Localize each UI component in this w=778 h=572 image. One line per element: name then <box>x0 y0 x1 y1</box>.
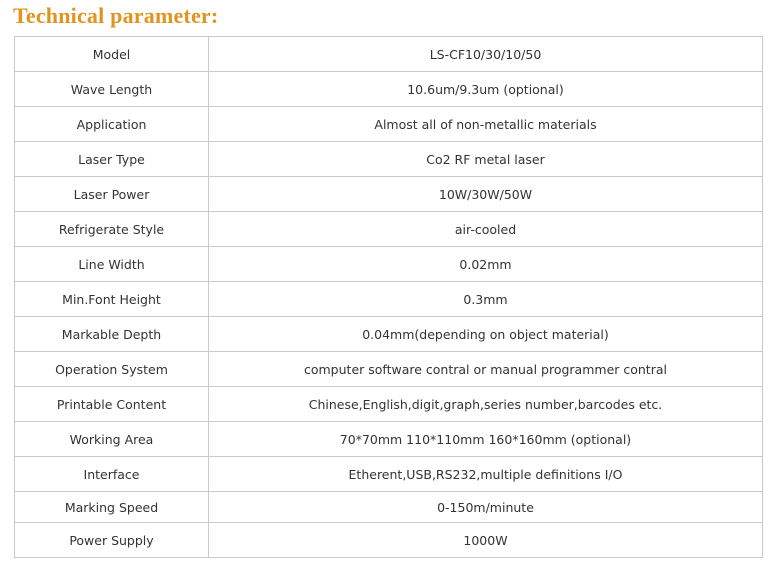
section-heading: Technical parameter: <box>13 3 219 28</box>
table-row-laser-type <box>15 142 763 177</box>
table-row-application <box>15 107 763 142</box>
row-label: Line Width <box>15 247 209 282</box>
row-label: Model <box>15 37 209 72</box>
row-value: 0-150m/minute <box>209 492 763 523</box>
row-value: air-cooled <box>209 212 763 247</box>
table-row-line-width <box>15 247 763 282</box>
table-row-model <box>15 37 763 72</box>
table-row-wave-length <box>15 72 763 107</box>
row-label: Markable Depth <box>15 317 209 352</box>
table-row-refrigerate-style <box>15 212 763 247</box>
row-value: 10.6um/9.3um (optional) <box>209 72 763 107</box>
table-row-marking-speed <box>15 492 763 523</box>
row-label: Working Area <box>15 422 209 457</box>
row-value: 0.3mm <box>209 282 763 317</box>
row-label: Wave Length <box>15 72 209 107</box>
row-value: Almost all of non-metallic materials <box>209 107 763 142</box>
table-row-power-supply <box>15 523 763 558</box>
row-label: Power Supply <box>15 523 209 558</box>
row-value: 0.02mm <box>209 247 763 282</box>
row-label: Operation System <box>15 352 209 387</box>
table-row-markable-depth <box>15 317 763 352</box>
table-row-working-area <box>15 422 763 457</box>
row-value: 10W/30W/50W <box>209 177 763 212</box>
row-value: 1000W <box>209 523 763 558</box>
row-value: 0.04mm(depending on object material) <box>209 317 763 352</box>
row-label: Refrigerate Style <box>15 212 209 247</box>
table-row-printable-content <box>15 387 763 422</box>
row-value: Etherent,USB,RS232,multiple definitions I/O <box>209 457 763 492</box>
row-label: Printable Content <box>15 387 209 422</box>
row-label: Interface <box>15 457 209 492</box>
table-row-laser-power <box>15 177 763 212</box>
technical-parameter-table <box>14 36 763 558</box>
row-label: Laser Type <box>15 142 209 177</box>
row-label: Min.Font Height <box>15 282 209 317</box>
row-value: Co2 RF metal laser <box>209 142 763 177</box>
table-row-interface <box>15 457 763 492</box>
row-value: 70*70mm 110*110mm 160*160mm (optional) <box>209 422 763 457</box>
row-label: Application <box>15 107 209 142</box>
row-value: computer software contral or manual programmer contral <box>209 352 763 387</box>
table-row-operation-system <box>15 352 763 387</box>
row-value: LS-CF10/30/10/50 <box>209 37 763 72</box>
row-label: Marking Speed <box>15 492 209 523</box>
row-value: Chinese,English,digit,graph,series number,barcodes etc. <box>209 387 763 422</box>
table-row-min-font-height <box>15 282 763 317</box>
row-label: Laser Power <box>15 177 209 212</box>
